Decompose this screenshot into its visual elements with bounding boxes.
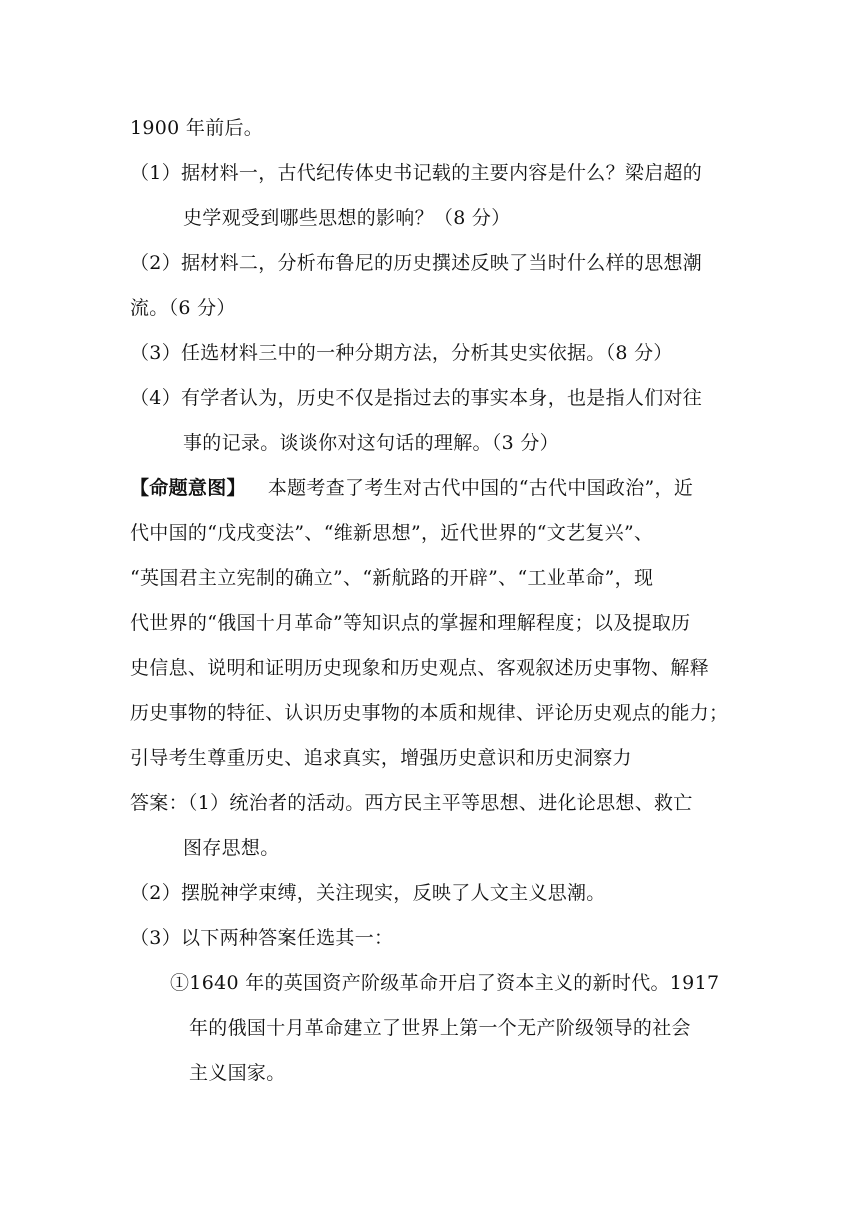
question-2-line-1: （2）据材料二，分析布鲁尼的历史撰述反映了当时什么样的思想潮 <box>130 252 703 274</box>
question-3-line-1: （3）任选材料三中的一种分期方法，分析其史实依据。（8 分） <box>130 342 673 364</box>
intent-paragraph-line-5: 史信息、说明和证明历史现象和历史观点、客观叙述历史事物、解释 <box>130 657 710 679</box>
text-line-1: 1900 年前后。 <box>130 117 264 139</box>
question-1-line-2: 史学观受到哪些思想的影响？（8 分） <box>183 207 511 229</box>
question-1-line-1: （1）据材料一，古代纪传体史书记载的主要内容是什么？梁启超的 <box>130 162 703 184</box>
answer-1-line-1: 答案：（1）统治者的活动。西方民主平等思想、进化论思想、救亡 <box>130 792 693 814</box>
question-4-line-2: 事的记录。谈谈你对这句话的理解。（3 分） <box>183 432 559 454</box>
answer-3-line-1: （3）以下两种答案任选其一： <box>130 927 394 949</box>
question-4-line-1: （4）有学者认为，历史不仅是指过去的事实本身，也是指人们对往 <box>130 387 703 409</box>
answer-1-line-2: 图存思想。 <box>183 837 280 859</box>
intent-paragraph-line-3: “英国君主立宪制的确立”、“新航路的开辟”、“工业革命”，现 <box>130 567 654 589</box>
answer-3-option-line-1: ①1640 年的英国资产阶级革命开启了资本主义的新时代。1917 <box>170 972 720 994</box>
answer-2-line-1: （2）摆脱神学束缚，关注现实，反映了人文主义思潮。 <box>130 882 606 904</box>
intent-paragraph-line-6: 历史事物的特征、认识历史事物的本质和规律、评论历史观点的能力； <box>130 702 729 724</box>
answer-3-option-line-2: 年的俄国十月革命建立了世界上第一个无产阶级领导的社会 <box>189 1017 691 1039</box>
intent-paragraph-line-7: 引导考生尊重历史、追求真实，增强历史意识和历史洞察力 <box>130 747 632 769</box>
answer-3-option-line-3: 主义国家。 <box>189 1062 286 1084</box>
intent-paragraph-line-1 <box>130 476 693 500</box>
question-2-line-2: 流。（6 分） <box>130 297 236 319</box>
intent-label: 【命题意图】 <box>130 477 246 499</box>
intent-paragraph-line-2: 代中国的“戊戌变法”、“维新思想”，近代世界的“文艺复兴”、 <box>130 522 654 544</box>
intent-paragraph-line-4: 代世界的“俄国十月革命”等知识点的掌握和理解程度；以及提取历 <box>130 612 691 634</box>
intent-text: 本题考查了考生对古代中国的“古代中国政治”，近 <box>267 477 694 499</box>
